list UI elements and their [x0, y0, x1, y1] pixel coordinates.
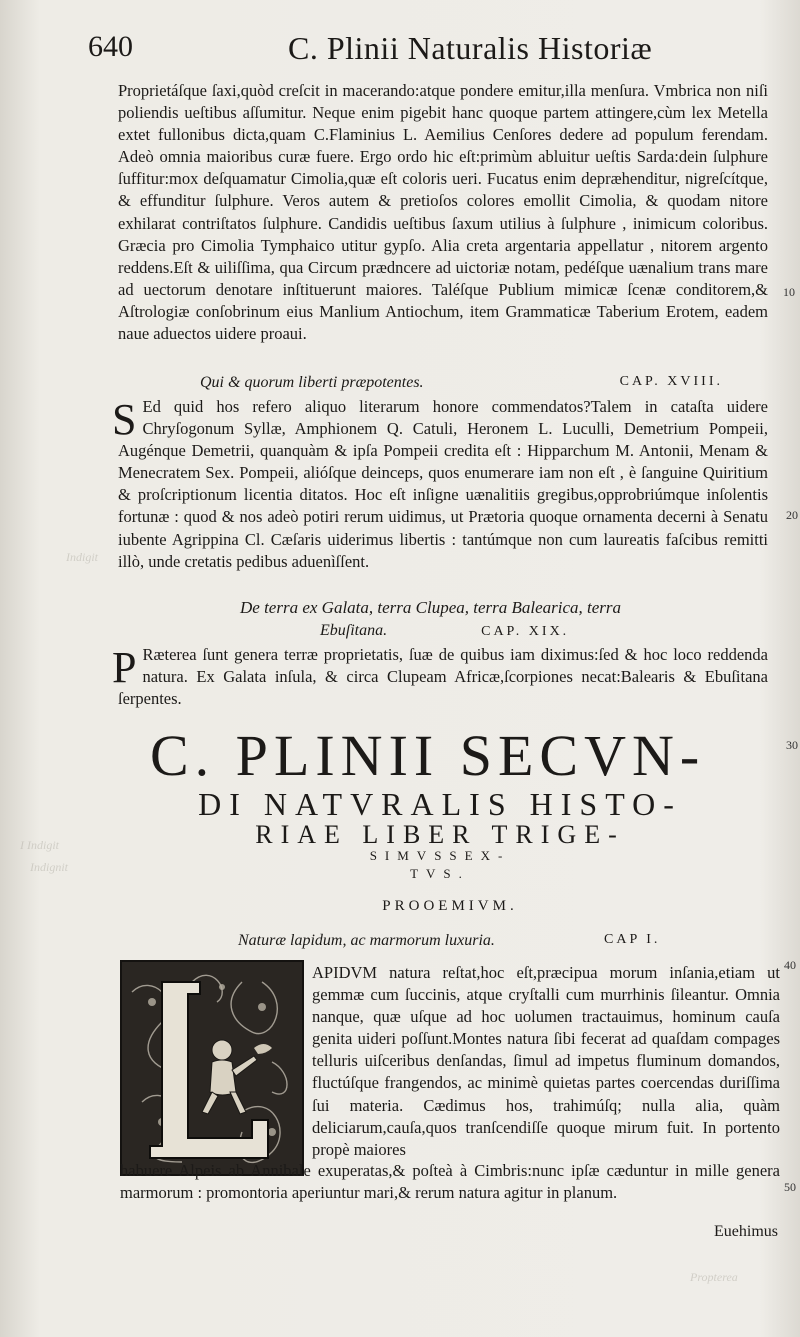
initial-letter: S — [112, 395, 137, 444]
chapter-title: Qui & quorum liberti præpotentes. — [200, 374, 424, 391]
paragraph-block-2 — [112, 395, 768, 573]
paragraph-block-4 — [312, 962, 780, 1161]
margin-line-number-40: 40 — [784, 958, 796, 972]
paragraph-block-5 — [120, 1160, 780, 1204]
show-through-text: Propterea — [690, 1270, 738, 1284]
margin-line-number-30: 30 — [786, 738, 798, 752]
chapter-title-19-line1: De terra ex Galata, terra Clupea, terra Balearica, terra — [240, 598, 622, 617]
show-through-text: I Indigit — [20, 838, 59, 852]
chapter-number: CAP I. — [604, 932, 661, 947]
paragraph-block-1 — [118, 80, 768, 345]
chapter-title: Naturæ lapidum, ac marmorum luxuria. — [238, 932, 495, 949]
paragraph-text: Ræterea ſunt genera terræ proprietatis, ſuæ de quibus iam diximus:ſed & hoc loco reddenda natura. Ex Galata inſula, & circa Clupeam Africæ,ſcorpiones necat:Balearis & Ebuſitana ſerpentes. — [118, 645, 768, 709]
catchword: Euehimus — [714, 1223, 778, 1240]
margin-line-number-10: 10 — [783, 285, 795, 299]
initial-letter: P — [112, 643, 137, 692]
chapter-heading-18 — [200, 374, 768, 396]
show-through-text: Indignit — [30, 860, 68, 874]
woodcut-illustration — [122, 962, 302, 1174]
page-header — [88, 30, 768, 70]
running-title: C. Plinii Naturalis Historiæ — [288, 30, 653, 66]
chapter-heading-1 — [238, 932, 758, 954]
show-through-text: Indigit — [66, 550, 98, 564]
chapter-number: CAP. XIX. — [481, 624, 570, 639]
paragraph-text: habuere Alpeis ab Annibale exuperatas,& poſteà à Cimbris:nunc ipſæ cæduntur in mille genera marmorum : promontoria aperiuntur mari,& rerum natura agitur in planum. — [120, 1161, 780, 1203]
margin-line-number-20: 20 — [786, 508, 798, 522]
page-number: 640 — [88, 30, 133, 63]
chapter-number: CAP. XVIII. — [619, 374, 723, 389]
decorated-initial-l-woodcut — [120, 960, 304, 1176]
margin-line-number-50: 50 — [784, 1180, 796, 1194]
paragraph-block-3 — [112, 643, 768, 710]
chapter-title-19-line2: Ebuſitana. — [320, 622, 388, 639]
book-title-line-2: DI NATVRALIS HISTO- — [198, 786, 682, 822]
paragraph-text: Ed quid hos refero aliquo literarum honore commendatos?Talem in cataſta uidere Chryſogonum Syllæ, Amphionem Q. Catuli, Heronem L. Luculli, Demetrium Pompeii, Augénque Demetrii, quanquàm & ipſa Pompeii credita eſt : Hipparchum M. Antonii, Menam & Menecratem Sex. Pompeii, alióſque deinceps, quos enumerare iam non eſt , è ſanguine Quiritium & proſcriptionum licentia ditatos. Hoc eſt inſigne uænalitiis gregibus,opprobriúmque inſolentis fortunæ : quod & nos adeò potiri rerum uidimus, ut Prætoria quoque ornamenta decerni à Senatu iubente Agrippina Cl. Cæſaris uiderimus libertis : tantúmque non cum laureatis faſcibus remitti illò, unde cretatis pedibus aduenìſſent. — [118, 397, 768, 571]
prooemium-heading: PROOEMIVM. — [382, 898, 518, 914]
book-title-line-3: RIAE LIBER TRIGE- — [255, 820, 625, 849]
paragraph-text: Proprietáſque ſaxi,quòd creſcit in macerando:atque pondere emitur,illa menſura. Vmbrica non niſi poliendis ueſtibus aſſumitur. Neque enim pigebit hanc quoque partem attingere,cùm lex Metella extet fullonibus dicta,quam C.Flaminius L. Aemilius Cenſores dedere ad populum ferendam. Adeò omnia maioribus curæ fuere. Ergo ordo hic eſt:primùm abluitur ueſtis Sarda:dein ſulphure ſuffitur:mox deſquamatur Cimolia,quæ eſt coloris ueri. Fucatus enim depræhenditur, nigreſcítque, & effunditur ſulphure. Veros autem & pretioſos colores emollit Cimolia, & quodam nitore exhilarat contriſtatos ſulphure. Candidis ueſtibus ſaxum utilius à ſulphure , inimicum coloribus. Græcia pro Cimolia Tymphaico utitur gypſo. Alia creta argentaria appellatur , nitorem argento reddens.Eſt & uiliſſima, qua Circum prædncere ad uictoriæ notam, pedéſque uænalium trans mare ad uectorum denotare inſtituerunt maiores. Taléſque Publium mimicæ ſcenæ conditorem,& Aſtrologiæ conſobrinum eius Manlium Antiochum, item Grammaticæ Taberium Erotem, eadem naue aduectos uidere proaui. — [118, 81, 768, 344]
paragraph-text: APIDVM natura reſtat,hoc eſt,præcipua morum inſania,etiam ut gemmæ cum ſuccinis, atque cryſtalli cum murrhinis ſileantur. Omnia nanque, quæ uſque ad hoc uolumen tractauimus, hominum cauſa genita uideri poſſunt.Montes natura ſibi fecerat ad quaſdam compages telluris uiſceribus denſandas, ſimul ad impetus fluminum domandos, fluctúſque frangendos, ac minimè quietas partes coercendas duriſſima ſui materia. Cædimus hos, trahimúſq; nulla alia, quàm deliciarum,cauſa,quos tranſcendiſſe quoque mirum fuit. In portento propè maiores — [312, 963, 780, 1159]
chapter-heading-19 — [320, 622, 569, 640]
book-title-line-5: TVS. — [410, 866, 470, 881]
book-title-line-4: SIMVSSEX- — [369, 848, 511, 863]
book-title-line-1: C. PLINII SECVN- — [150, 723, 706, 788]
